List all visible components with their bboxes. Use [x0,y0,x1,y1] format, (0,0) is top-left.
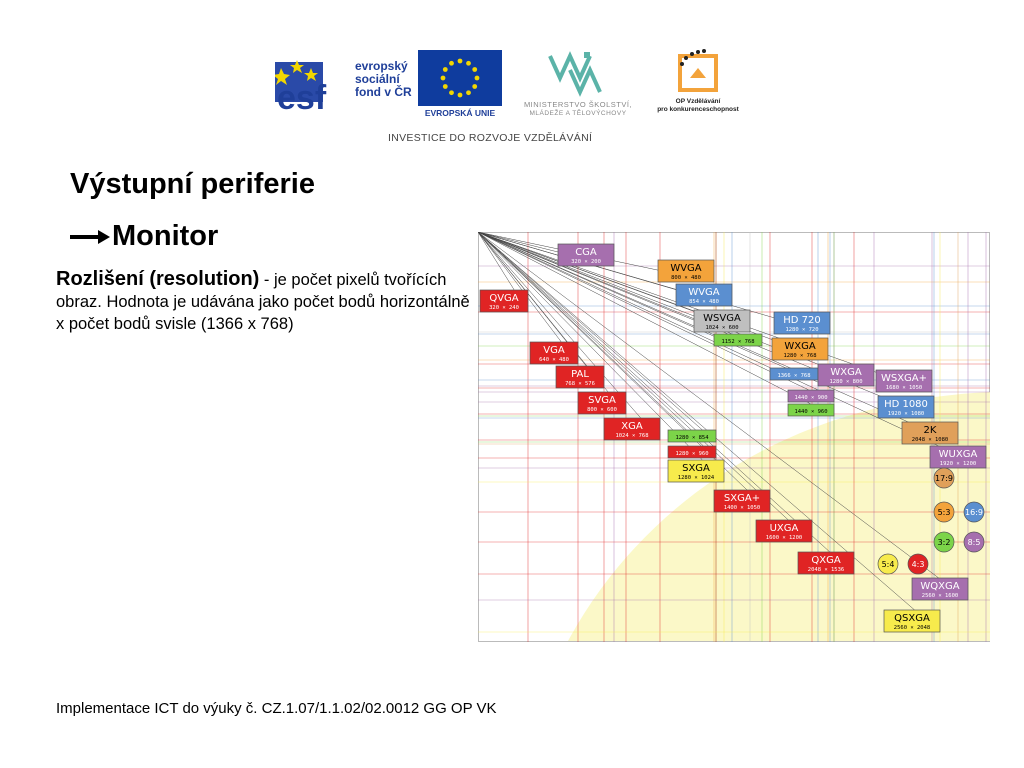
resolution-box-vga [530,342,578,364]
eu-star [466,61,471,66]
resolution-value: 1152 × 768 [721,339,755,345]
eu-star [466,90,471,95]
msmt-logo [508,48,648,120]
resolution-box-wvga800 [658,260,714,282]
aspect-ratio-r16_9 [964,502,984,522]
resolution-value: 1600 × 1200 [765,535,803,541]
eu-star [475,76,480,81]
aspect-ratio-label: 8:5 [967,538,981,547]
aspect-ratio-r5_4 [878,554,898,574]
resolution-value: 1440 × 900 [794,395,828,401]
resolution-value: 1280 × 768 [783,353,817,359]
esf-logo-mark [275,54,345,114]
investice-tagline: INVESTICE DO ROZVOJE VZDĚLÁVÁNÍ [388,132,593,144]
resolution-name: HD 1080 [884,399,928,410]
logo-bar [270,40,750,150]
esf-logo [275,48,415,120]
resolution-name: 2K [923,425,937,436]
resolution-value: 1400 × 1050 [723,505,761,511]
svg-text:esf: esf [277,79,327,114]
eu-star [443,84,448,89]
resolution-value: 1280 × 1024 [677,475,715,481]
resolution-name: WSVGA [703,313,741,324]
resolution-diagram [478,232,990,642]
resolution-name: CGA [575,247,597,258]
resolution-value: 1680 × 1050 [885,385,923,391]
aspect-ratio-r3_2 [934,532,954,552]
aspect-ratio-r4_3 [908,554,928,574]
aspect-ratio-label: 17:9 [935,474,953,483]
eu-star [441,76,446,81]
resolution-box-cga [558,244,614,266]
resolution-box-qxga [798,552,854,574]
slide-subtitle [70,220,218,253]
resolution-name: SVGA [588,395,616,406]
resolution-name: PAL [571,369,589,380]
resolution-box-wsxgap [876,370,932,392]
resolution-value: 1440 × 960 [794,409,828,415]
resolution-box-pal [556,366,604,388]
resolution-name: VGA [543,345,565,356]
op-logo-text: OP Vzdělávání pro konkurenceschopnost [657,98,739,113]
resolution-box-r1280x960 [668,446,716,458]
resolution-value: 800 × 600 [587,407,617,413]
resolution-name: QXGA [811,555,841,566]
resolution-box-r1366 [770,368,818,380]
eu-flag-icon [418,50,502,106]
resolution-box-wxga800 [818,364,874,386]
resolution-box-wsvga [694,310,750,332]
eu-logo-text: EVROPSKÁ UNIE [424,108,496,118]
right-arrow-icon [70,227,110,247]
eu-star [458,93,463,98]
aspect-ratio-r8_5 [964,532,984,552]
resolution-box-svga [578,392,626,414]
resolution-box-uxga [756,520,812,542]
resolution-value: 1366 × 768 [777,373,811,379]
resolution-box-wxga768 [772,338,828,360]
resolution-name: WQXGA [920,581,960,592]
resolution-box-r1440x900 [788,390,834,402]
msmt-logo-line1: MINISTERSTVO ŠKOLSTVÍ, [523,100,633,109]
aspect-ratio-label: 3:2 [937,538,951,547]
resolution-name: WXGA [830,367,862,378]
resolution-name: WSXGA+ [880,373,928,384]
resolution-name: WVGA [670,263,702,274]
aspect-ratio-r17_9 [934,468,954,488]
resolution-value: 1920 × 1200 [939,461,977,467]
resolution-value: 1280 × 720 [785,327,819,333]
resolution-value: 2560 × 1600 [921,593,959,599]
msmt-logo-line2: MLÁDEŽE A TĚLOVÝCHOVY [529,110,627,117]
aspect-ratio-r5_3 [934,502,954,522]
resolution-value: 768 × 576 [565,381,595,387]
aspect-ratio-label: 5:4 [881,560,895,569]
msmt-logo-mark [508,48,648,98]
resolution-value: 640 × 480 [539,357,569,363]
eu-star [449,90,454,95]
resolution-value: 320 × 240 [489,305,519,311]
resolution-box-sxga [668,460,724,482]
resolution-name: QSXGA [894,613,930,624]
resolution-value: 2048 × 1536 [807,567,845,573]
resolution-value: 1024 × 600 [705,325,739,331]
aspect-ratio-label: 16:9 [965,508,983,517]
resolution-name: QVGA [489,293,519,304]
resolution-box-xga [604,418,660,440]
resolution-description [56,268,471,335]
eu-star [449,61,454,66]
resolution-box-qsxga [884,610,940,632]
resolution-value: 1920 × 1080 [887,411,925,417]
slide-title: Výstupní periferie [70,168,315,200]
resolution-value: 1280 × 960 [675,451,709,457]
aspect-ratio-label: 4:3 [911,560,925,569]
resolution-value: 1280 × 854 [675,435,709,441]
resolution-box-sxgap [714,490,770,512]
eu-star [458,59,463,64]
resolution-box-hd1080 [878,396,934,418]
footer-project-id: Implementace ICT do výuky č. CZ.1.07/1.1.02/02.0012 GG OP VK [56,700,497,717]
resolution-name: WUXGA [938,449,978,460]
resolution-name: HD 720 [783,315,821,326]
resolution-box-hd720 [774,312,830,334]
resolution-box-r1440x960 [788,404,834,416]
op-logo-mark [652,48,744,96]
resolution-value: 1024 × 768 [615,433,649,439]
resolution-box-k2 [902,422,958,444]
resolution-value: 320 × 200 [571,259,601,265]
resolution-box-r1280x854 [668,430,716,442]
resolution-box-r1152 [714,334,762,346]
aspect-ratio-label: 5:3 [937,508,951,517]
resolution-name: UXGA [769,523,799,534]
resolution-box-wvga854 [676,284,732,306]
resolution-name: WVGA [688,287,720,298]
eu-star [472,84,477,89]
resolution-term: Rozlišení (resolution) [56,268,260,290]
resolution-box-wuxga [930,446,986,468]
eu-logo [418,50,502,120]
resolution-value: 800 × 480 [671,275,701,281]
resolution-name: XGA [621,421,643,432]
resolution-value: 854 × 480 [689,299,719,305]
resolution-name: SXGA [682,463,710,474]
resolution-value: 2048 × 1080 [911,437,949,443]
esf-logo-text: evropský sociální fond v ČR [355,59,412,99]
resolution-name: SXGA+ [723,493,761,504]
eu-star [443,67,448,72]
resolution-box-qvga [480,290,528,312]
eu-star [472,67,477,72]
resolution-box-wqxga [912,578,968,600]
resolution-value: 1280 × 800 [829,379,863,385]
resolution-name: WXGA [784,341,816,352]
resolution-text: - je počet pixelů tvořících obraz. Hodnota je udávána jako počet bodů horizontálně x počet bodů svisle (1366 x 768) [56,271,470,333]
subtitle-text: Monitor [112,220,219,252]
op-logo [652,48,744,120]
resolution-value: 2560 × 2048 [893,625,931,631]
